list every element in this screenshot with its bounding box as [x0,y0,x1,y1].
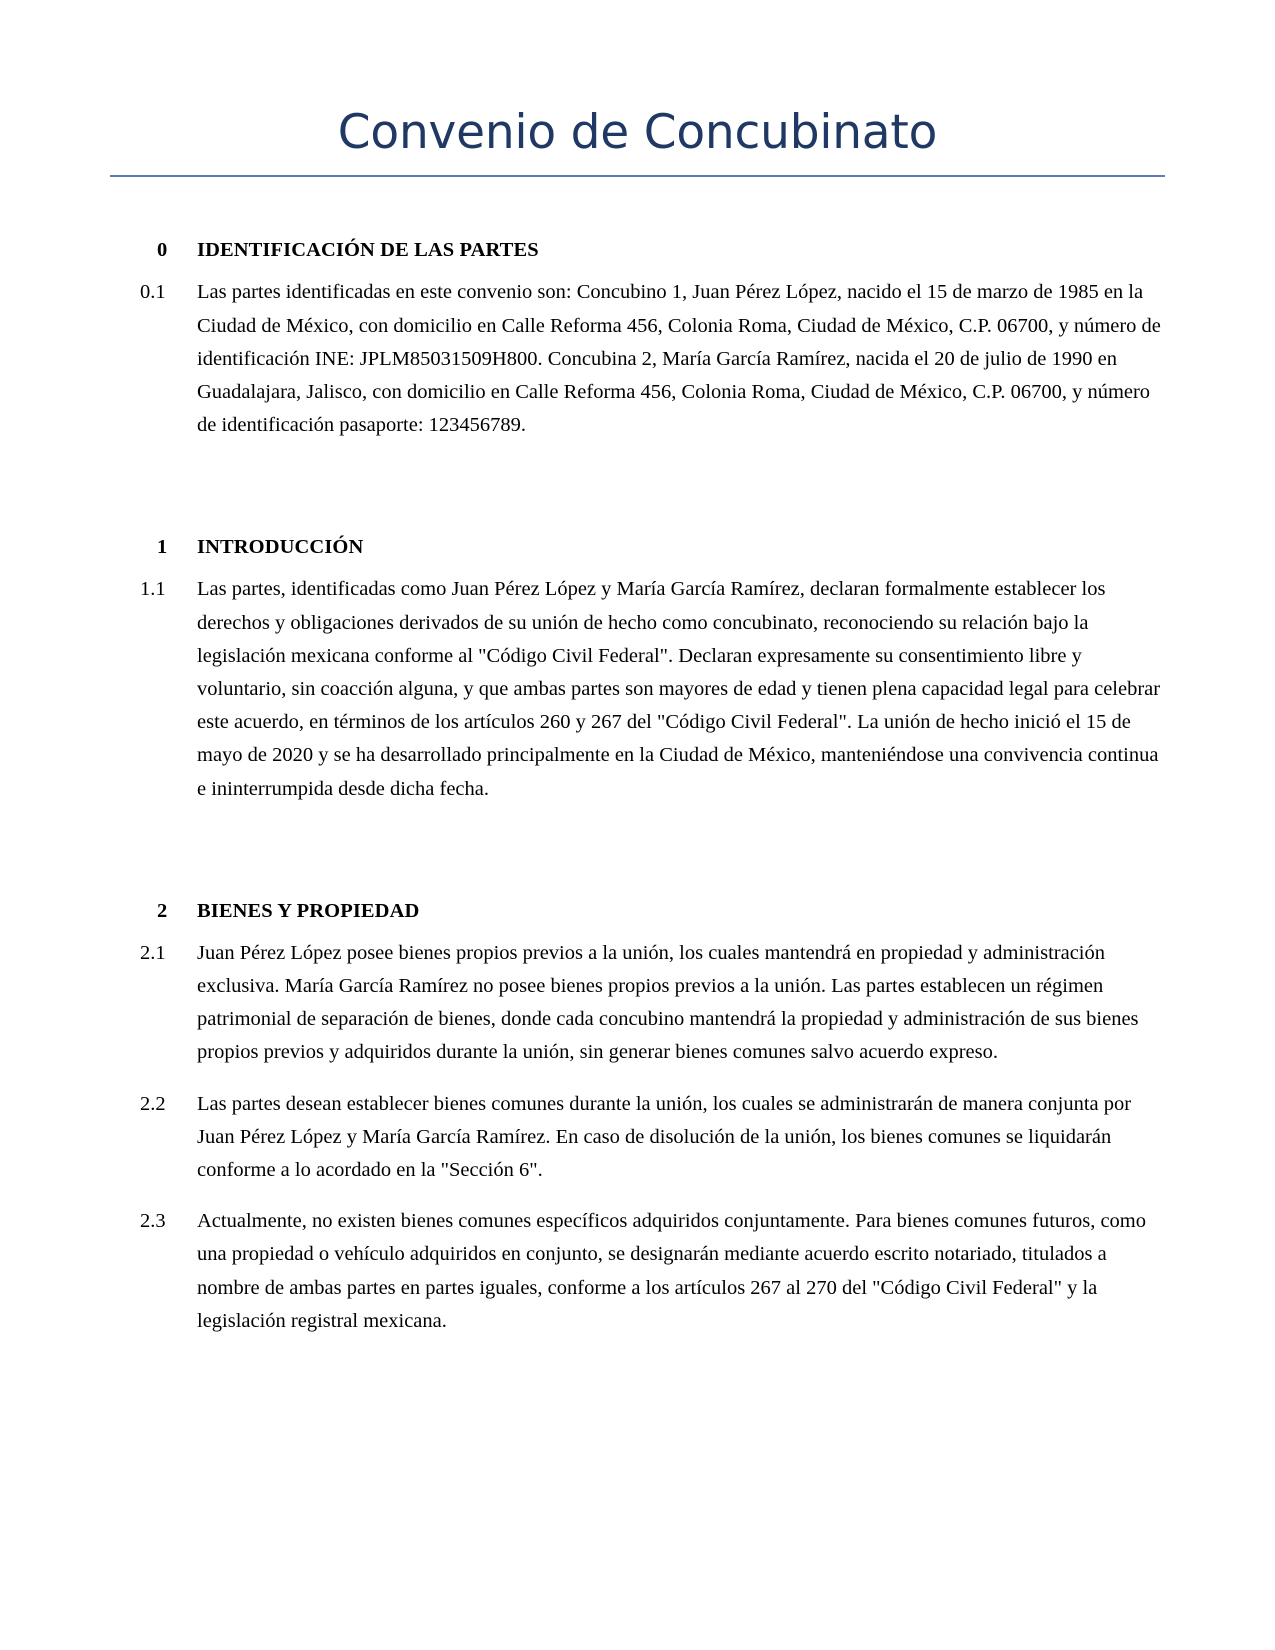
document-body [0,177,1275,1338]
clause-text-2-3: Actualmente, no existen bienes comunes específicos adquiridos conjuntamente. Para bienes comunes futuros, como una propiedad o vehículo adquiridos en conjunto, se designarán mediante acuerdo escrito notariado, titulados a nombre de ambas partes en partes iguales, conforme a los artículos 267 al 270 del "Código Civil Federal" y la legislación registral mexicana. [197,1210,1146,1332]
section-heading-2 [140,900,1163,923]
clause-1-1 [140,573,1163,805]
clause-text-2-1: Juan Pérez López posee bienes propios previos a la unión, los cuales mantendrá en propiedad y administración exclusiva. María García Ramírez no posee bienes propios previos a la unión. Las partes establecen un régimen patrimonial de separación de bienes, donde cada concubino mantendrá la propiedad y administración de sus bienes propios previos y adquiridos durante la unión, sin generar bienes comunes salvo acuerdo expreso. [197,941,1139,1064]
section-spacer [140,460,1163,504]
page-title: Convenio de Concubinato [337,105,938,160]
clause-number-1-1: 1.1 [140,578,166,601]
clause-2-3 [140,1205,1163,1338]
clause-number-0-1: 0.1 [140,281,166,304]
section-heading-1 [140,536,1163,559]
section-number-2: 2 [157,899,168,922]
clause-number-2-1: 2.1 [140,941,166,964]
section-spacer [140,824,1163,868]
clause-text-0-1: Las partes identificadas en este convenio son: Concubino 1, Juan Pérez López, nacido el 15 de marzo de 1985 en la Ciudad de México, con domicilio en Calle Reforma 456, Colonia Roma, Ciudad de México, C.P. 06700, y número de identificación INE: JPLM85031509H800. Concubina 2, María García Ramírez, nacida el 20 de julio de 1990 en Guadalajara, Jalisco, con domicilio en Calle Reforma 456, Colonia Roma, Ciudad de México, C.P. 06700, y número de identificación pasaporte: 123456789. [197,281,1161,437]
clause-2-2 [140,1088,1163,1188]
section-title-2: BIENES Y PROPIEDAD [197,899,420,922]
clause-2-1 [140,937,1163,1070]
clause-number-2-3: 2.3 [140,1210,166,1233]
clause-text-1-1: Las partes, identificadas como Juan Pérez López y María García Ramírez, declaran formalmente establecer los derechos y obligaciones derivados de su unión de hecho como concubinato, reconociendo su relación bajo la legislación mexicana conforme al "Código Civil Federal". Declaran expresamente su consentimiento libre y voluntario, sin coacción alguna, y que ambas partes son mayores de edad y tienen plena capacidad legal para celebrar este acuerdo, en términos de los artículos 260 y 267 del "Código Civil Federal". La unión de hecho inició el 15 de mayo de 2020 y se ha desarrollado principalmente en la Ciudad de México, manteniéndose una convivencia continua e ininterrumpida desde dicha fecha. [197,578,1161,800]
section-title-1: INTRODUCCIÓN [197,536,364,559]
clause-text-2-2: Las partes desean establecer bienes comunes durante la unión, los cuales se administrarán de manera conjunta por Juan Pérez López y María García Ramírez. En caso de disolución de la unión, los bienes comunes se liquidarán conforme a lo acordado en la "Sección 6". [197,1092,1132,1181]
section-number-1: 1 [157,536,168,559]
clause-number-2-2: 2.2 [140,1092,166,1115]
clause-0-1 [140,276,1163,442]
title-block [0,0,1275,177]
section-heading-0 [140,239,1163,262]
section-number-0: 0 [157,239,168,262]
section-title-0: IDENTIFICACIÓN DE LAS PARTES [197,239,539,262]
